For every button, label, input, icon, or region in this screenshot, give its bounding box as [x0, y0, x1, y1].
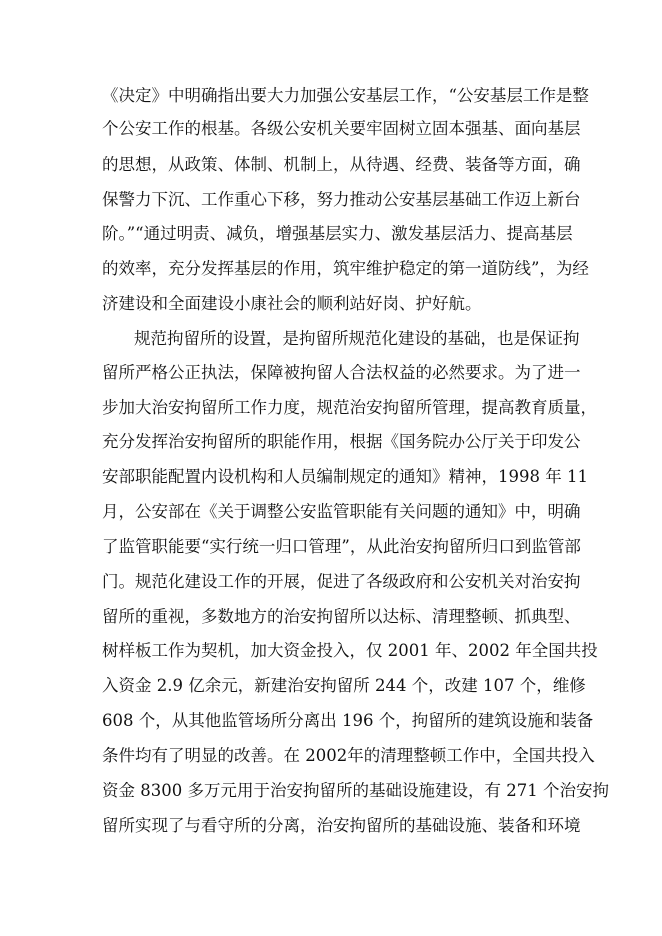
paragraph-2-line-11: 入资金 2.9 亿余元，新建治安拘留所 244 个，改建 107 个，维修	[102, 676, 586, 695]
paragraph-2-line-8: 门。规范化建设工作的开展，促进了各级政府和公安机关对治安拘	[102, 572, 581, 591]
paragraph-2-line-4: 充分发挥治安拘留所的职能作用，根据《国务院办公厅关于印发公	[102, 432, 581, 451]
paragraph-2-line-12: 608 个，从其他监管场所分离出 196 个，拘留所的建筑设施和装备	[102, 711, 594, 730]
paragraph-2-line-10: 树样板工作为契机，加大资金投入，仅 2001 年、2002 年全国共投	[102, 641, 598, 660]
paragraph-1-line-4: 保警力下沉、工作重心下移，努力推动公安基层基础工作迈上新台	[102, 190, 581, 209]
paragraph-1-line-2: 个公安工作的根基。各级公安机关要牢固树立固本强基、面向基层	[102, 119, 581, 138]
paragraph-1-line-5: 阶。”“通过明责、减负，增强基层实力、激发基层活力、提高基层	[102, 224, 573, 243]
paragraph-2-line-3: 步加大治安拘留所工作力度，规范治安拘留所管理，提高教育质量，	[102, 398, 597, 417]
paragraph-2-line-1: 规范拘留所的设置，是拘留所规范化建设的基础，也是保证拘	[134, 329, 580, 348]
paragraph-2-line-2: 留所严格公正执法，保障被拘留人合法权益的必然要求。为了进一	[102, 363, 581, 382]
paragraph-2-line-7: 了监管职能要“实行统一归口管理”，从此治安拘留所归口到监管部	[102, 537, 581, 556]
paragraph-1-line-3: 的思想，从政策、体制、机制上，从待遇、经费、装备等方面，确	[102, 155, 581, 174]
paragraph-2-line-13: 条件均有了明显的改善。在 2002年的清理整顿工作中，全国共投入	[102, 746, 595, 765]
paragraph-1-line-1: 《决定》中明确指出要大力加强公安基层工作，“公安基层工作是整	[102, 86, 589, 105]
paragraph-2-line-5: 安部职能配置内设机构和人员编制规定的通知》精神，1998 年 11	[102, 467, 588, 486]
paragraph-1-line-6: 的效率，充分发挥基层的作用，筑牢维护稳定的第一道防线”，为经	[102, 259, 589, 278]
paragraph-2-line-9: 留所的重视，多数地方的治安拘留所以达标、清理整顿、抓典型、	[102, 607, 581, 626]
paragraph-2-line-6: 月，公安部在《关于调整公安监管职能有关问题的通知》中，明确	[102, 502, 581, 521]
paragraph-2-line-15: 留所实现了与看守所的分离，治安拘留所的基础设施、装备和环境	[102, 816, 581, 835]
paragraph-1-line-7: 济建设和全面建设小康社会的顺利站好岗、护好航。	[102, 294, 482, 313]
paragraph-2-line-14: 资金 8300 多万元用于治安拘留所的基础设施建设，有 271 个治安拘	[102, 781, 609, 800]
